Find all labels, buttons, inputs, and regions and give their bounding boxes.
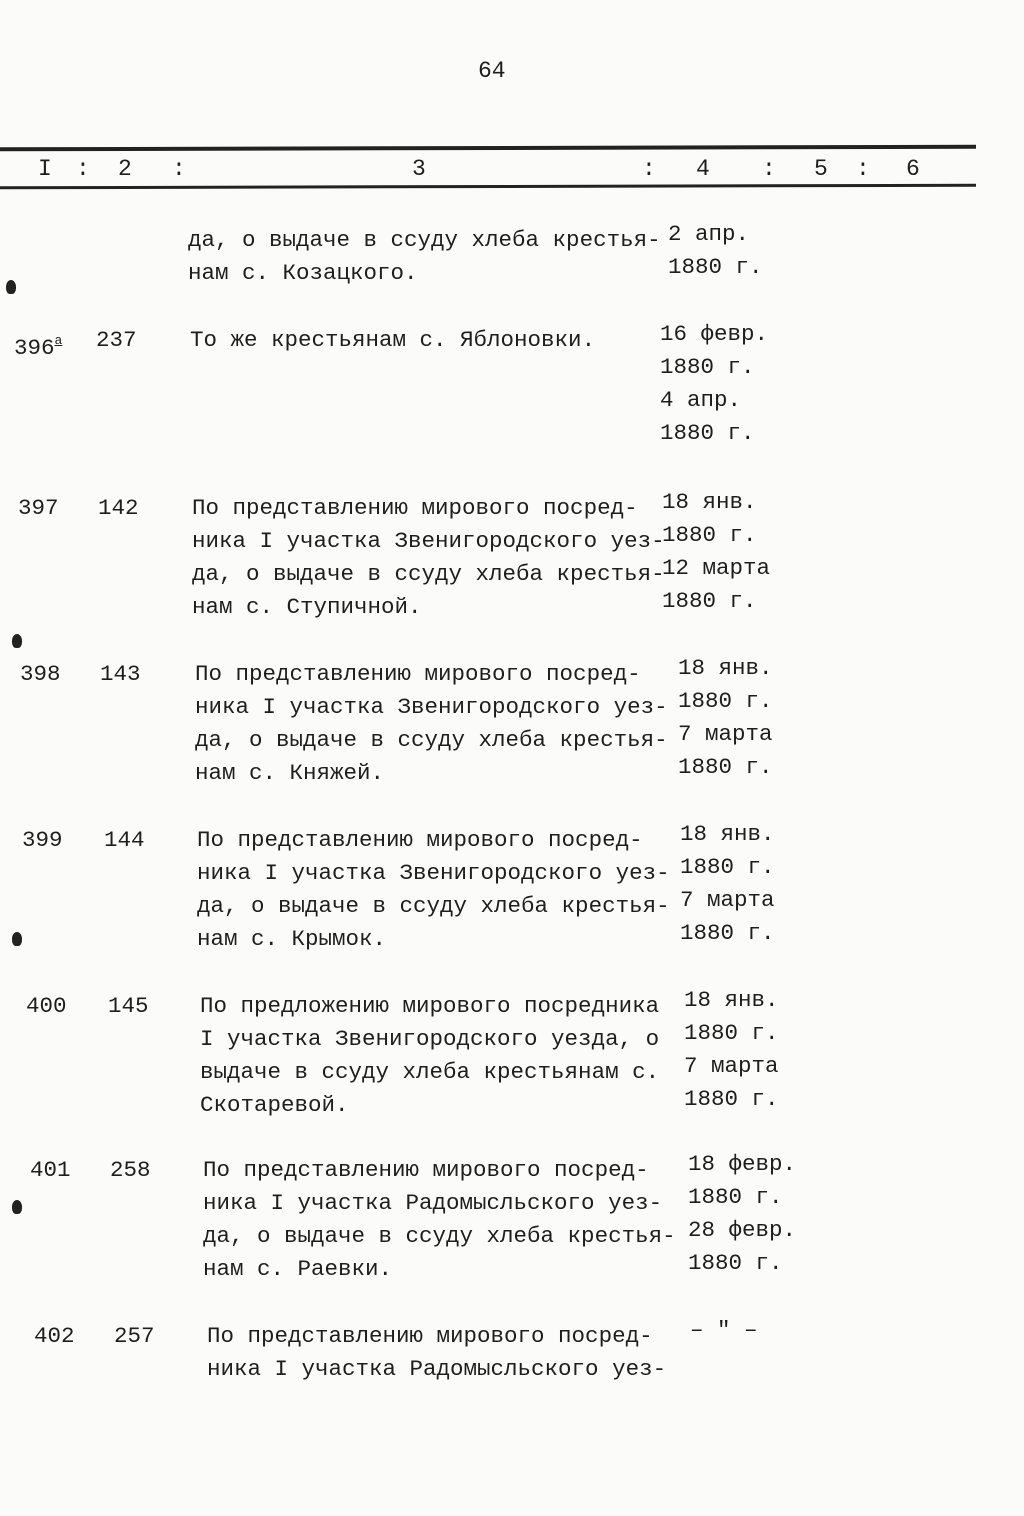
header-rule-bottom (0, 184, 976, 190)
record-dates (660, 318, 768, 450)
inventory-number: 257 (114, 1323, 155, 1349)
col-separator: : (856, 156, 870, 182)
date-line: 1880 г. (660, 354, 755, 380)
date-line: 18 янв. (678, 655, 773, 681)
inventory-number: 145 (108, 993, 149, 1019)
record-description (188, 224, 661, 290)
description-line: ника I участка Звенигородского уез- (195, 694, 668, 720)
record-description (203, 1154, 676, 1286)
record-dates (684, 984, 779, 1116)
record-number-value: 397 (18, 495, 59, 521)
description-line: нам с. Крымок. (197, 926, 387, 952)
description-line: да, о выдаче в ссуду хлеба крестья- (197, 893, 670, 919)
col-header-1: I (38, 156, 52, 182)
description-line: нам с. Княжей. (195, 760, 385, 786)
record-dates (690, 1314, 758, 1347)
record-number-value: 398 (20, 661, 61, 687)
description-line: да, о выдаче в ссуду хлеба крестья- (188, 227, 661, 253)
page-number: 64 (478, 58, 506, 84)
record-dates (662, 486, 770, 618)
description-line: По представлению мирового посред- (195, 661, 641, 687)
description-line: По представлению мирового посред- (203, 1157, 649, 1183)
date-line: 1880 г. (688, 1184, 783, 1210)
col-header-4: 4 (696, 156, 710, 182)
date-line: 1880 г. (684, 1020, 779, 1046)
record-number (30, 1154, 71, 1187)
date-line: 16 февр. (660, 321, 769, 347)
date-line: 7 марта (684, 1053, 779, 1079)
col-header-6: 6 (906, 156, 920, 182)
description-line: Скотаревой. (200, 1092, 349, 1118)
date-line: 12 марта (662, 555, 771, 581)
date-line: 4 апр. (660, 387, 742, 413)
date-line: 7 марта (678, 721, 773, 747)
col-separator: : (762, 156, 776, 182)
inventory-number: 144 (104, 827, 145, 853)
punch-hole-mark (12, 932, 22, 946)
record-number-value: 401 (30, 1157, 71, 1183)
col-separator: : (172, 156, 186, 182)
record-description (207, 1320, 666, 1386)
record-number-value: 399 (22, 827, 63, 853)
date-line: – " – (690, 1317, 758, 1343)
description-line: То же крестьянам с. Яблоновки. (190, 327, 596, 353)
record-dates (688, 1148, 796, 1280)
col-separator: : (642, 156, 656, 182)
record-number-value: 402 (34, 1323, 75, 1349)
date-line: 18 янв. (680, 821, 775, 847)
record-description (195, 658, 668, 790)
inventory-number: 237 (96, 327, 137, 353)
description-line: По представлению мирового посред- (207, 1323, 653, 1349)
record-number (20, 658, 61, 691)
record-number-suffix: а (54, 333, 63, 348)
description-line: да, о выдаче в ссуду хлеба крестья- (195, 727, 668, 753)
record-description (197, 824, 670, 956)
punch-hole-mark (12, 1200, 22, 1214)
record-number (14, 324, 62, 365)
description-line: нам с. Козацкого. (188, 260, 418, 286)
col-header-2: 2 (118, 156, 132, 182)
date-line: 1880 г. (662, 522, 757, 548)
date-line: 18 февр. (688, 1151, 797, 1177)
record-number (22, 824, 63, 857)
date-line: 18 янв. (684, 987, 779, 1013)
description-line: нам с. Ступичной. (192, 594, 422, 620)
date-line: 1880 г. (662, 588, 757, 614)
description-line: По предложению мирового посредника (200, 993, 660, 1019)
description-line: выдаче в ссуду хлеба крестьянам с. (200, 1059, 660, 1085)
record-description (200, 990, 659, 1122)
inventory-number: 142 (98, 495, 139, 521)
record-number-value: 400 (26, 993, 67, 1019)
date-line: 2 апр. (668, 221, 750, 247)
date-line: 1880 г. (678, 688, 773, 714)
record-number (26, 990, 67, 1023)
col-header-5: 5 (814, 156, 828, 182)
record-description (190, 324, 595, 357)
description-line: да, о выдаче в ссуду хлеба крестья- (192, 561, 665, 587)
description-line: да, о выдаче в ссуду хлеба крестья- (203, 1223, 676, 1249)
date-line: 1880 г. (668, 254, 763, 280)
description-line: По представлению мирового посред- (197, 827, 643, 853)
description-line: ника I участка Звенигородского уез- (192, 528, 665, 554)
record-dates (678, 652, 773, 784)
date-line: 1880 г. (678, 754, 773, 780)
date-line: 1880 г. (688, 1250, 783, 1276)
header-rule-top (0, 145, 976, 152)
record-dates (668, 218, 763, 284)
record-number (18, 492, 59, 525)
description-line: ника I участка Радомысльского уез- (207, 1356, 667, 1382)
description-line: По представлению мирового посред- (192, 495, 638, 521)
description-line: нам с. Раевки. (203, 1256, 393, 1282)
inventory-number: 258 (110, 1157, 151, 1183)
date-line: 1880 г. (684, 1086, 779, 1112)
punch-hole-mark (12, 634, 22, 648)
description-line: ника I участка Звенигородского уез- (197, 860, 670, 886)
date-line: 1880 г. (660, 420, 755, 446)
date-line: 18 янв. (662, 489, 757, 515)
col-header-3: 3 (412, 156, 426, 182)
date-line: 28 февр. (688, 1217, 797, 1243)
record-description (192, 492, 665, 624)
description-line: I участка Звенигородского уезда, о (200, 1026, 660, 1052)
record-dates (680, 818, 775, 950)
punch-hole-mark (6, 280, 16, 294)
record-number-value: 396 (14, 335, 55, 361)
col-separator: : (76, 156, 90, 182)
record-number (34, 1320, 75, 1353)
date-line: 1880 г. (680, 854, 775, 880)
date-line: 7 марта (680, 887, 775, 913)
description-line: ника I участка Радомысльского уез- (203, 1190, 663, 1216)
date-line: 1880 г. (680, 920, 775, 946)
inventory-number: 143 (100, 661, 141, 687)
